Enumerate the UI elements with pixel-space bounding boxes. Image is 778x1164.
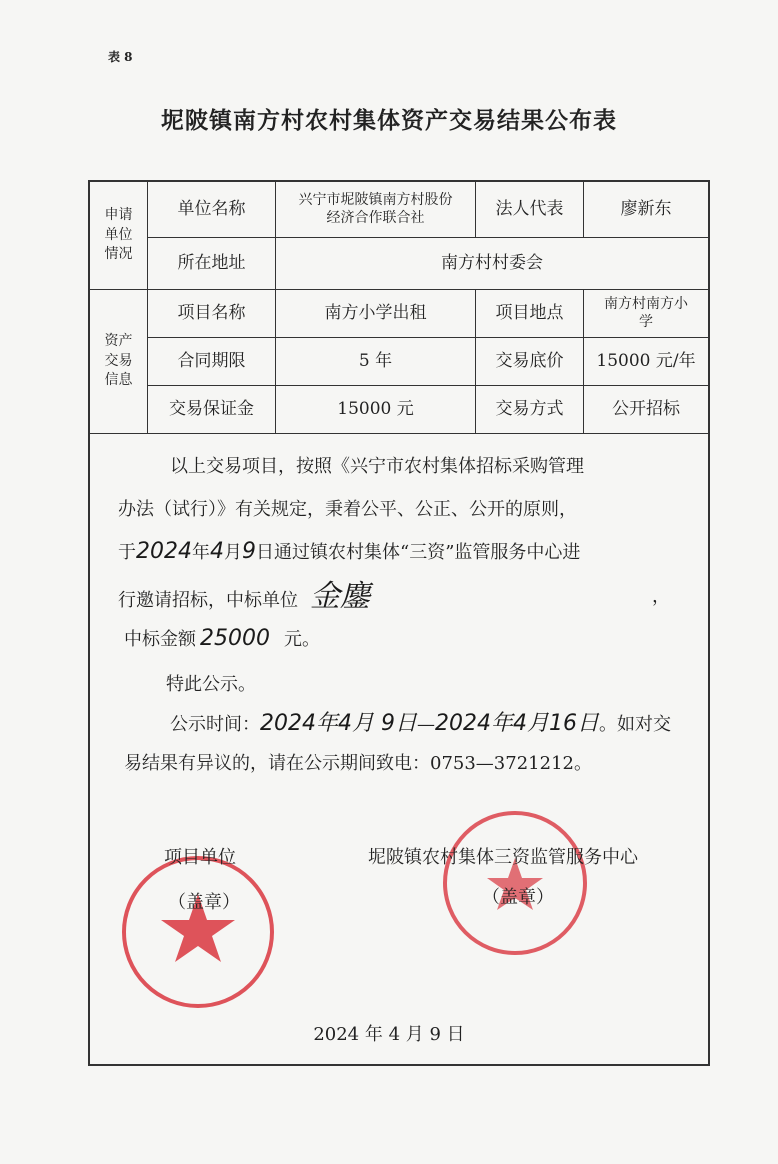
line3-year-unit: 年 (192, 542, 210, 563)
handwritten-amount: 25000 (200, 626, 270, 651)
left-signature-label: 项目单位 (164, 847, 236, 868)
project-location-value: 南方村南方小 学 (584, 290, 708, 338)
body-last-line: 易结果有异议的，请在公示期间致电：0753—3721212。 (124, 753, 592, 774)
body-line-5 (124, 627, 320, 652)
announce-line: 特此公示。 (166, 674, 256, 695)
line5-suffix: 元。 (284, 629, 320, 650)
handwritten-day: 9 (242, 539, 256, 564)
project-location-label: 项目地点 (476, 290, 584, 338)
left-seal-icon (118, 852, 278, 1012)
deposit-label: 交易保证金 (148, 386, 276, 434)
body-line-3 (118, 540, 580, 565)
applicant-section-label: 申请 单位 情况 (90, 182, 148, 290)
method-value: 公开招标 (584, 386, 708, 434)
asset-section-label: 资产 交易 信息 (90, 290, 148, 434)
handwritten-month: 4 (210, 539, 224, 564)
address-label: 所在地址 (148, 238, 276, 290)
legal-rep-value: 廖新东 (584, 182, 708, 238)
document-date: 2024 年 4 月 9 日 (313, 1024, 465, 1045)
address-value: 南方村村委会 (276, 238, 708, 290)
legal-rep-label: 法人代表 (476, 182, 584, 238)
deposit-value: 15000 元 (276, 386, 476, 434)
reserve-price-value: 15000 元/年 (584, 338, 708, 386)
line5-prefix: 中标金额 (124, 629, 196, 650)
line3-suffix: 日通过镇农村集体“三资”监管服务中心进 (256, 542, 581, 563)
unit-name-label: 单位名称 (148, 182, 276, 238)
handwritten-winner: 金鏖 (310, 579, 370, 614)
method-label: 交易方式 (476, 386, 584, 434)
line4-prefix: 行邀请招标，中标单位 (118, 590, 298, 611)
period-suffix: 。如对交 (598, 714, 671, 735)
handwritten-period-start: 2024年4月 9日 (260, 711, 417, 736)
right-stamp-note: （盖章） (482, 887, 554, 908)
reserve-price-label: 交易底价 (476, 338, 584, 386)
unit-name-value: 兴宁市坭陂镇南方村股份 经济合作联合社 (276, 182, 476, 238)
contract-term-value: 5 年 (276, 338, 476, 386)
contract-term-label: 合同期限 (148, 338, 276, 386)
body-line-2: 办法（试行）》有关规定，秉着公平、公正、公开的原则， (118, 499, 577, 520)
period-dash: — (416, 714, 435, 735)
right-signature-label: 坭陂镇农村集体三资监管服务中心 (368, 847, 638, 868)
page-title: 坭陂镇南方村农村集体资产交易结果公布表 (161, 107, 617, 134)
left-stamp-note: （盖章） (168, 892, 240, 913)
period-prefix: 公示时间： (170, 714, 260, 735)
project-name-value: 南方小学出租 (276, 290, 476, 338)
line3-month-unit: 月 (224, 542, 242, 563)
period-line (170, 712, 671, 737)
form-number: 表 8 (108, 50, 133, 64)
body-line-4 (118, 579, 370, 614)
line4-comma: ， (652, 586, 670, 607)
line3-prefix: 于 (118, 542, 136, 563)
handwritten-year: 2024 (136, 539, 192, 564)
project-name-label: 项目名称 (148, 290, 276, 338)
body-line-1: 以上交易项目，按照《兴宁市农村集体招标采购管理 (170, 456, 584, 477)
handwritten-period-end: 2024年4月16日 (434, 711, 599, 736)
